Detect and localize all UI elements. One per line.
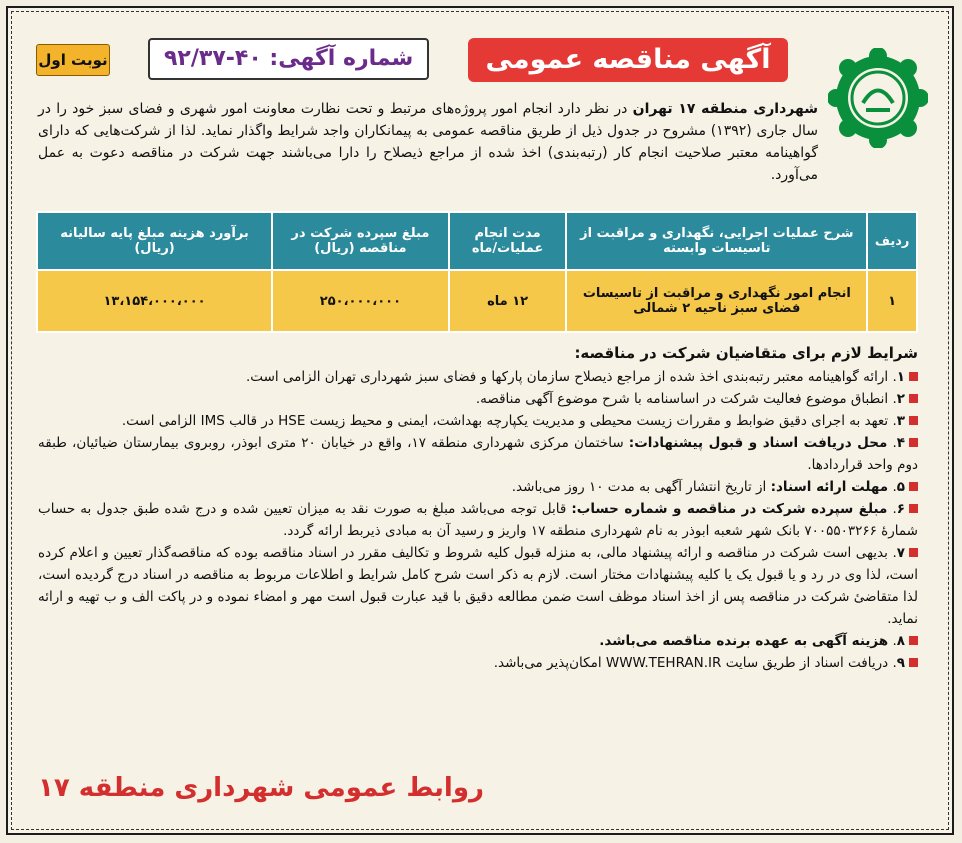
table-header: برآورد هزینه مبلغ پایه سالیانه (ریال) bbox=[37, 212, 272, 270]
condition-item: ۹. دریافت اسناد از طریق سایت WWW.TEHRAN.IR امکان‌پذیر می‌باشد. bbox=[38, 652, 918, 674]
badge: نوبت اول bbox=[36, 44, 110, 76]
ad-number: شماره آگهی: ۴۰-۹۲/۳۷ bbox=[148, 38, 429, 80]
table-header: شرح عملیات اجرایی، نگهداری و مراقبت از تاسیسات وابسته bbox=[566, 212, 867, 270]
condition-item: ۱. ارائه گواهینامه معتبر رتبه‌بندی اخذ شده از مراجع ذیصلاح سازمان پارکها و فضای سبز شهرداری تهران الزامی است. bbox=[38, 366, 918, 388]
bullet-square-icon bbox=[909, 416, 918, 425]
page-title: آگهی مناقصه عمومی bbox=[468, 38, 788, 82]
condition-item: ۳. تعهد به اجرای دقیق ضوابط و مقررات زیست محیطی و مدیریت یکپارچه بهداشت، ایمنی و محیط زیست HSE در قالب IMS الزامی است. bbox=[38, 410, 918, 432]
condition-title: محل دریافت اسناد و قبول پیشنهادات: bbox=[628, 435, 888, 451]
condition-text: ارائه گواهینامه معتبر رتبه‌بندی اخذ شده از مراجع ذیصلاح سازمان پارکها و فضای سبز شهرداری تهران الزامی است. bbox=[246, 369, 889, 385]
conditions-list bbox=[38, 366, 918, 674]
ad-frame bbox=[6, 6, 954, 835]
conditions-section bbox=[38, 342, 918, 674]
condition-number: ۴ bbox=[896, 435, 905, 451]
condition-number: ۱ bbox=[896, 369, 905, 385]
intro-lead: شهرداری منطقه ۱۷ تهران bbox=[632, 101, 818, 117]
condition-item: ۴. محل دریافت اسناد و قبول پیشنهادات: ساختمان مرکزی شهرداری منطقه ۱۷، واقع در خیابان ۲۰ متری ابوذر، روبروی بیمارستان ضیائیان، طبقه دوم واحد قراردادها. bbox=[38, 435, 918, 473]
condition-item: ۶. مبلغ سپرده شرکت در مناقصه و شماره حساب: قابل توجه می‌باشد مبلغ به صورت نقد به میزان تعیین شده و درج شده طبق جدول به حساب شمارهٔ ۷۰۰۵۵۰۳۲۶۶ بانک شهر شعبه ابوذر به نام شهرداری منطقه ۱۷ واریز و رسید آن به مبادی ذیربط ارائه گردد. bbox=[38, 501, 918, 539]
bullet-square-icon bbox=[909, 394, 918, 403]
intro-paragraph bbox=[38, 98, 818, 186]
table-cell: انجام امور نگهداری و مراقبت از تاسیسات فضای سبز ناحیه ۲ شمالی bbox=[566, 270, 867, 332]
bullet-square-icon bbox=[909, 548, 918, 557]
bullet-square-icon bbox=[909, 658, 918, 667]
condition-title: مبلغ سپرده شرکت در مناقصه و شماره حساب: bbox=[571, 501, 888, 517]
condition-text: انطباق موضوع فعالیت شرکت در اساسنامه با شرح موضوع آگهی مناقصه. bbox=[475, 391, 889, 407]
condition-text: تعهد به اجرای دقیق ضوابط و مقررات زیست محیطی و مدیریت یکپارچه بهداشت، ایمنی و محیط زیست HSE در قالب IMS الزامی است. bbox=[121, 413, 889, 429]
municipality-logo-icon bbox=[828, 48, 928, 148]
table-header-row bbox=[37, 212, 917, 270]
condition-item: ۷. بدیهی است شرکت در مناقصه و ارائه پیشنهاد مالی، به منزله قبول کلیه شروط و تکالیف مقرر در اسناد مناقصه بوده که مناقصه‌گذار تعیین و اعلام کرده است، لذا وی در رد و یا قبول یک یا کلیه پیشنهادات مختار است. لازم به ذکر است شرح کامل شرایط و اطلاعات مربوط به مناقصه در اسناد درج گردیده است، لذا متقاضیٔ شرکت در مناقصه پس از اخذ اسناد موظف است ضمن مطالعه دقیق با قید عبارت قبول است مهر و امضاء نموده و در پاکت الف و ب تهیه و ارائه نماید. bbox=[38, 545, 918, 627]
table-cell: ۱ bbox=[867, 270, 917, 332]
condition-title: مهلت ارائه اسناد: bbox=[770, 479, 889, 495]
table-header: مبلغ سپرده شرکت در مناقصه (ریال) bbox=[272, 212, 449, 270]
table-header: ردیف bbox=[867, 212, 917, 270]
bullet-square-icon bbox=[909, 504, 918, 513]
bullet-square-icon bbox=[909, 636, 918, 645]
bullet-square-icon bbox=[909, 482, 918, 491]
table-header: مدت انجام عملیات/ماه bbox=[449, 212, 567, 270]
conditions-heading: شرایط لازم برای متقاضیان شرکت در مناقصه: bbox=[574, 344, 918, 362]
condition-text: از تاریخ انتشار آگهی به مدت ۱۰ روز می‌باشد. bbox=[511, 479, 767, 495]
condition-text: قابل توجه می‌باشد مبلغ به صورت نقد به میزان تعیین شده و درج شده طبق جدول به حساب شمارهٔ ۷۰۰۵۵۰۳۲۶۶ بانک شهر شعبه ابوذر به نام شهرداری منطقه ۱۷ واریز و رسید آن به مبادی ذیربط ارائه گردد. bbox=[38, 501, 918, 539]
condition-number: ۷ bbox=[896, 545, 905, 561]
condition-text: هزینه آگهی به عهده برنده مناقصه می‌باشد. bbox=[599, 633, 889, 649]
tender-table bbox=[36, 211, 918, 333]
condition-text: بدیهی است شرکت در مناقصه و ارائه پیشنهاد مالی، به منزله قبول کلیه شروط و تکالیف مقرر در اسناد مناقصه بوده که مناقصه‌گذار تعیین و اعلام کرده است، لذا وی در رد و یا قبول یک یا کلیه پیشنهادات مختار است. لازم به ذکر است شرح کامل شرایط و اطلاعات مربوط به مناقصه در اسناد درج گردیده است، لذا متقاضیٔ شرکت در مناقصه پس از اخذ اسناد موظف است ضمن مطالعه دقیق با قید عبارت قبول است مهر و امضاء نموده و در پاکت الف و ب تهیه و ارائه نماید. bbox=[38, 545, 918, 627]
condition-number: ۳ bbox=[896, 413, 905, 429]
table-cell: ۲۵۰،۰۰۰،۰۰۰ bbox=[272, 270, 449, 332]
condition-number: ۲ bbox=[896, 391, 905, 407]
table-cell: ۱۳،۱۵۴،۰۰۰،۰۰۰ bbox=[37, 270, 272, 332]
condition-number: ۹ bbox=[896, 655, 905, 671]
table-row bbox=[37, 270, 917, 332]
condition-item: ۲. انطباق موضوع فعالیت شرکت در اساسنامه با شرح موضوع آگهی مناقصه. bbox=[38, 388, 918, 410]
table-cell: ۱۲ ماه bbox=[449, 270, 567, 332]
bullet-square-icon bbox=[909, 438, 918, 447]
header bbox=[8, 8, 952, 94]
condition-text: ساختمان مرکزی شهرداری منطقه ۱۷، واقع در خیابان ۲۰ متری ابوذر، روبروی بیمارستان ضیائیان، طبقه دوم واحد قراردادها. bbox=[38, 435, 918, 473]
condition-item: ۵. مهلت ارائه اسناد: از تاریخ انتشار آگهی به مدت ۱۰ روز می‌باشد. bbox=[38, 476, 918, 498]
condition-number: ۸ bbox=[896, 633, 905, 649]
condition-number: ۶ bbox=[896, 501, 905, 517]
condition-number: ۵ bbox=[896, 479, 905, 495]
intro-body: در نظر دارد انجام امور پروژه‌های مرتبط و تحت نظارت معاونت امور شهری و فضای سبز خود را در سال جاری (۱۳۹۲) مشروح در جدول ذیل از طریق مناقصه عمومی به پیمانکاران واجد شرایط واگذار نماید. لذا از شرکت‌هایی که دارای گواهینامه معتبر صلاحیت انجام کار (رتبه‌بندی) اخذ شده از مراجع ذیصلاح را دارا می‌باشند جهت شرکت در مناقصه دعوت به عمل می‌آورد. bbox=[38, 101, 818, 183]
condition-text: دریافت اسناد از طریق سایت WWW.TEHRAN.IR امکان‌پذیر می‌باشد. bbox=[493, 655, 889, 671]
footer-signature: روابط عمومی شهرداری منطقه ۱۷ bbox=[38, 773, 484, 803]
condition-item: ۸. هزینه آگهی به عهده برنده مناقصه می‌باشد. bbox=[38, 630, 918, 652]
bullet-square-icon bbox=[909, 372, 918, 381]
